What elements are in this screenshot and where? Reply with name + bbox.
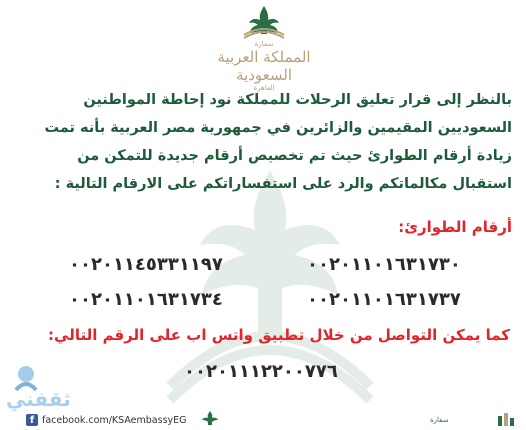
footer-bar [0, 408, 526, 430]
emergency-number-1: ٠٠٢٠١١٠١٦٣١٧٣٠ [307, 254, 461, 275]
site-logo [0, 356, 96, 412]
whatsapp-contact-text: كما يمكن التواصل من خلال تطبيق واتس اب على الرقم التالي: [48, 326, 510, 344]
emergency-number-3: ٠٠٢٠١١٠١٦٣١٧٣٧ [307, 289, 461, 310]
footer-embassy-text: سفارة [430, 416, 449, 424]
facebook-icon[interactable]: f [26, 414, 38, 426]
whatsapp-number: ٠٠٢٠١١١٢٢٠٠٧٧٦ [184, 361, 338, 382]
embassy-name: المملكة العربية السعودية [217, 48, 311, 84]
facebook-link[interactable]: facebook.com/KSAembassyEG [42, 415, 187, 426]
footer-logo-icon [492, 410, 520, 428]
footer-emblem-icon [198, 410, 222, 428]
embassy-city: القاهرة [253, 84, 275, 92]
saudi-emblem-icon [236, 4, 292, 40]
embassy-small-label: سفارة [254, 40, 274, 48]
announcement-paragraph: بالنظر إلى قرار تعليق الرحلات للمملكة نود إحاطة المواطنين السعوديين المقيمين والزائرين في جمهورية مصر العربية بأنه تمت زيادة أرقام الطوارئ حيث تم تخصيص أرقام جديدة للتمكن من استقبال مكالماتكم والرد على استفساراتكم على الارقام التالية : [44, 92, 512, 192]
emergency-number-2: ٠٠٢٠١١٤٥٣٣١١٩٧ [69, 254, 223, 275]
embassy-logo-text [200, 40, 328, 92]
emergency-number-4: ٠٠٢٠١١٠١٦٣١٧٣٤ [69, 289, 223, 310]
emergency-numbers-heading: أرقام الطوارئ: [398, 218, 512, 236]
site-logo-text: ثقفني [6, 387, 71, 411]
